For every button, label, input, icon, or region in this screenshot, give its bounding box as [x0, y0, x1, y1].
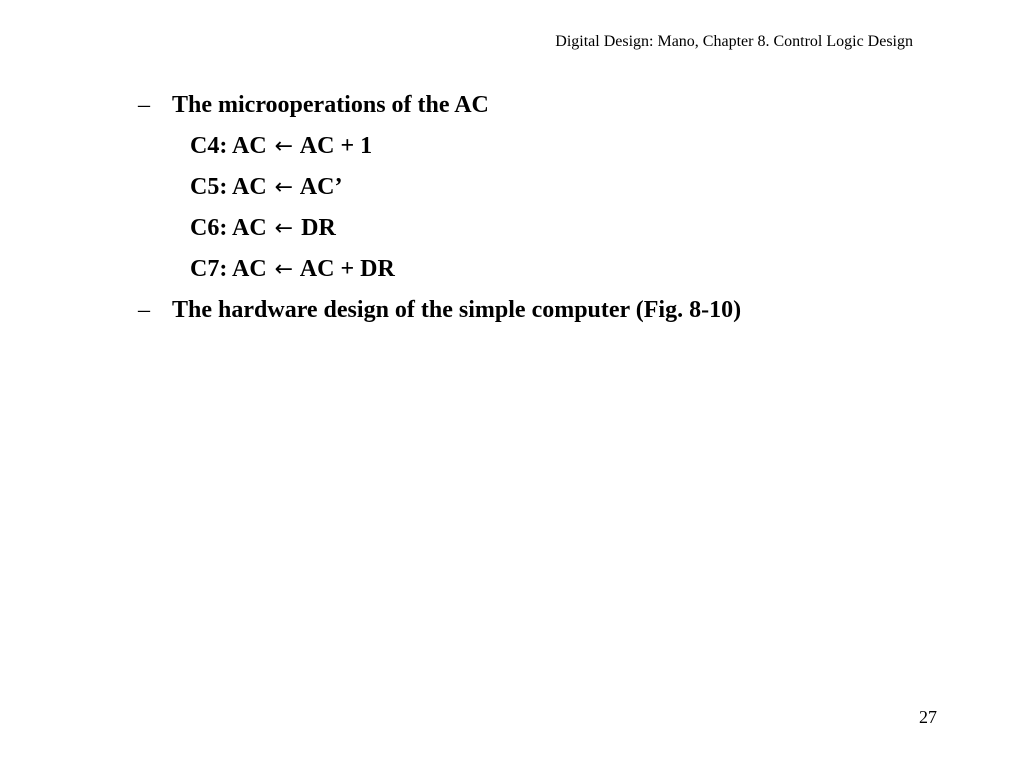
microoperation-line	[138, 133, 964, 174]
microoperation-expression: DR	[301, 215, 336, 241]
bullet-text: The microoperations of the AC	[172, 92, 489, 118]
microoperation-line	[138, 215, 964, 256]
slide-content	[138, 92, 964, 338]
microoperation-line	[138, 174, 964, 215]
microoperation-expression: AC’	[299, 174, 343, 200]
microoperation-target: C7: AC	[190, 256, 267, 282]
microoperation-expression: AC + 1	[299, 133, 373, 159]
bullet-dash: –	[138, 92, 150, 118]
page-number: 27	[919, 707, 937, 727]
left-arrow-icon: ←	[274, 257, 294, 282]
microoperation-target: C6: AC	[190, 215, 267, 241]
bullet-item	[138, 297, 964, 338]
microoperation-expression: AC + DR	[299, 256, 395, 282]
left-arrow-icon: ←	[274, 175, 294, 200]
header-title: Digital Design: Mano, Chapter 8. Control Logic Design	[555, 33, 913, 50]
bullet-text: The hardware design of the simple computer (Fig. 8-10)	[172, 297, 742, 323]
microoperation-target: C4: AC	[190, 133, 267, 159]
left-arrow-icon: ←	[274, 216, 294, 241]
microoperation-line	[138, 256, 964, 297]
left-arrow-icon: ←	[274, 134, 294, 159]
bullet-dash: –	[138, 297, 150, 323]
microoperation-target: C5: AC	[190, 174, 267, 200]
bullet-item	[138, 92, 964, 133]
